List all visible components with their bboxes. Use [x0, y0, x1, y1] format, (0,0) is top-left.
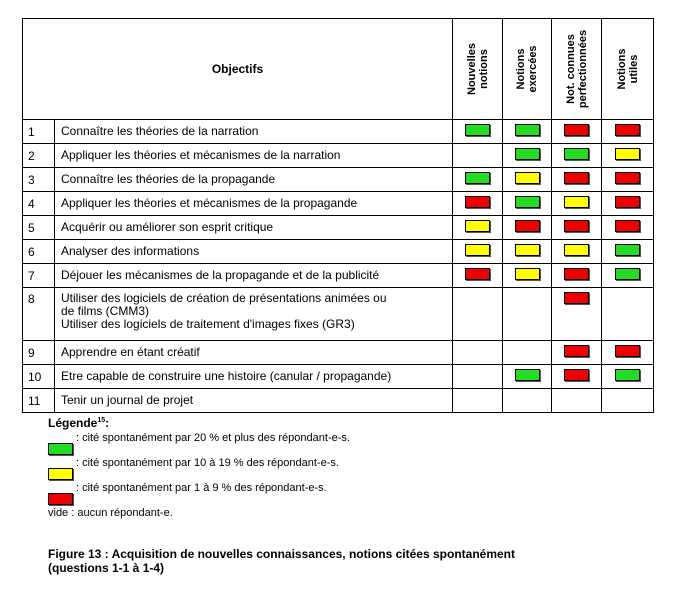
rating-cell [602, 389, 654, 413]
red-swatch [564, 369, 589, 381]
yellow-swatch [465, 244, 490, 256]
table-row [23, 365, 654, 389]
red-swatch [615, 220, 640, 232]
rating-cell [602, 120, 654, 144]
objective-line: Connaître les théories de la propagande [61, 172, 276, 186]
row-number: 10 [23, 365, 55, 389]
yellow-swatch [515, 244, 540, 256]
objective-line: Apprendre en étant créatif [61, 345, 200, 359]
yellow-swatch [564, 244, 589, 256]
objective-text [55, 288, 453, 341]
red-swatch [564, 292, 589, 304]
yellow-swatch [48, 468, 73, 480]
legend-item-green [48, 430, 648, 455]
row-number: 7 [23, 264, 55, 288]
legend-title-text: Légende [48, 416, 98, 430]
legend-item-yellow [48, 455, 648, 480]
table-body [23, 120, 654, 413]
rating-cell [602, 192, 654, 216]
legend [48, 416, 648, 519]
table-header-row [23, 19, 654, 120]
objective-text [55, 192, 453, 216]
rating-cell [602, 341, 654, 365]
objective-line: Acquérir ou améliorer son esprit critique [61, 220, 274, 234]
objective-line: Appliquer les théories et mécanismes de la narration [61, 148, 341, 162]
rating-cell [453, 144, 503, 168]
green-swatch [515, 196, 540, 208]
rating-cell [503, 168, 552, 192]
rating-cell [503, 240, 552, 264]
rating-cell [602, 365, 654, 389]
objective-text [55, 144, 453, 168]
table-row [23, 192, 654, 216]
green-swatch [615, 369, 640, 381]
legend-item-text: : cité spontanément par 1 à 9 % des répondant-e-s. [76, 482, 327, 494]
objective-text [55, 168, 453, 192]
objective-line: Connaître les théories de la narration [61, 124, 259, 138]
column-header-line: notions [477, 49, 490, 89]
column-header-line: Notions [615, 48, 628, 90]
legend-title [48, 416, 648, 430]
rating-cell [503, 288, 552, 341]
rating-cell [552, 389, 602, 413]
rating-cell [503, 264, 552, 288]
table-row [23, 144, 654, 168]
rating-cell [552, 144, 602, 168]
row-number: 2 [23, 144, 55, 168]
column-header-line: perfectionnées [576, 29, 589, 109]
row-number: 11 [23, 389, 55, 413]
rating-cell [552, 288, 602, 341]
row-number: 5 [23, 216, 55, 240]
rating-cell [602, 216, 654, 240]
red-swatch [48, 493, 73, 505]
green-swatch [615, 268, 640, 280]
table-row [23, 168, 654, 192]
row-number: 3 [23, 168, 55, 192]
column-header-notions-utiles [602, 19, 654, 120]
objective-text [55, 120, 453, 144]
rating-cell [453, 192, 503, 216]
rating-cell [453, 216, 503, 240]
rating-cell [602, 288, 654, 341]
rating-cell [503, 341, 552, 365]
objective-text [55, 216, 453, 240]
rating-cell [453, 240, 503, 264]
objective-text [55, 365, 453, 389]
yellow-swatch [465, 220, 490, 232]
column-header-line: Nouvelles [465, 43, 478, 95]
rating-cell [453, 365, 503, 389]
rating-cell [552, 120, 602, 144]
red-swatch [615, 124, 640, 136]
rating-cell [552, 240, 602, 264]
table-row [23, 240, 654, 264]
caption-line: (questions 1-1 à 1-4) [48, 561, 165, 575]
red-swatch [615, 345, 640, 357]
rating-cell [552, 168, 602, 192]
legend-item-text: : cité spontanément par 20 % et plus des répondant-e-s. [76, 432, 350, 444]
row-number: 1 [23, 120, 55, 144]
row-number: 9 [23, 341, 55, 365]
column-header-nouvelles-notions [453, 19, 503, 120]
objective-line: Analyser des informations [61, 244, 200, 258]
legend-empty-note: vide : aucun répondant-e. [48, 507, 173, 519]
green-swatch [515, 369, 540, 381]
row-number: 8 [23, 288, 55, 341]
caption-line: Figure 13 : Acquisition de nouvelles connaissances, notions citées spontanément [48, 547, 515, 561]
objective-line: Tenir un journal de projet [61, 393, 194, 407]
legend-title-colon: : [105, 416, 110, 430]
objective-text [55, 264, 453, 288]
rating-cell [552, 192, 602, 216]
column-header-line: utiles [627, 54, 640, 84]
rating-cell [552, 341, 602, 365]
rating-cell [453, 389, 503, 413]
yellow-swatch [515, 172, 540, 184]
legend-item-red [48, 480, 648, 505]
red-swatch [465, 268, 490, 280]
rating-cell [503, 365, 552, 389]
red-swatch [615, 172, 640, 184]
objective-text [55, 240, 453, 264]
objective-line: Utiliser des logiciels de traitement d'images fixes (GR3) [61, 317, 355, 331]
red-swatch [615, 196, 640, 208]
column-header-line: Notions [515, 48, 528, 90]
rating-cell [602, 168, 654, 192]
table-row [23, 264, 654, 288]
yellow-swatch [615, 148, 640, 160]
rating-cell [503, 216, 552, 240]
rating-cell [503, 389, 552, 413]
table-row [23, 288, 654, 341]
table-row [23, 389, 654, 413]
objective-line: Déjouer les mécanismes de la propagande et de la publicité [61, 268, 380, 282]
green-swatch [465, 172, 490, 184]
column-header-not-connues-perfectionnees [552, 19, 602, 120]
yellow-swatch [564, 196, 589, 208]
table-row [23, 216, 654, 240]
rating-cell [453, 120, 503, 144]
red-swatch [564, 345, 589, 357]
rating-cell [453, 264, 503, 288]
rating-cell [552, 216, 602, 240]
red-swatch [564, 268, 589, 280]
rating-cell [552, 365, 602, 389]
objective-line: Appliquer les théories et mécanismes de la propagande [61, 196, 358, 210]
green-swatch [615, 244, 640, 256]
rating-cell [503, 144, 552, 168]
rating-cell [602, 144, 654, 168]
rating-cell [503, 120, 552, 144]
red-swatch [564, 124, 589, 136]
rating-cell [453, 341, 503, 365]
red-swatch [465, 196, 490, 208]
red-swatch [564, 220, 589, 232]
rating-cell [453, 288, 503, 341]
green-swatch [515, 124, 540, 136]
row-number: 4 [23, 192, 55, 216]
green-swatch [48, 443, 73, 455]
objectives-header: Objectifs [23, 19, 453, 120]
objective-line: Etre capable de construire une histoire (canular / propagande) [61, 369, 392, 383]
figure-caption [48, 547, 648, 575]
green-swatch [564, 148, 589, 160]
column-header-line: exercées [527, 45, 540, 93]
rating-cell [602, 264, 654, 288]
table-row [23, 341, 654, 365]
row-number: 6 [23, 240, 55, 264]
footnote-marker: 15 [97, 417, 106, 424]
red-swatch [515, 220, 540, 232]
table-row [23, 120, 654, 144]
rating-cell [602, 240, 654, 264]
red-swatch [564, 172, 589, 184]
yellow-swatch [515, 268, 540, 280]
objective-line: Utiliser des logiciels de création de présentations animées ou [61, 291, 387, 305]
objectives-table [22, 18, 654, 413]
green-swatch [465, 124, 490, 136]
rating-cell [552, 264, 602, 288]
legend-item-text: : cité spontanément par 10 à 19 % des répondant-e-s. [76, 457, 339, 469]
objective-text [55, 389, 453, 413]
objective-line: de films (CMM3) [61, 304, 150, 318]
column-header-line: Not. connues [564, 34, 577, 104]
rating-cell [503, 192, 552, 216]
green-swatch [515, 148, 540, 160]
objective-text [55, 341, 453, 365]
column-header-notions-exercees [503, 19, 552, 120]
rating-cell [453, 168, 503, 192]
